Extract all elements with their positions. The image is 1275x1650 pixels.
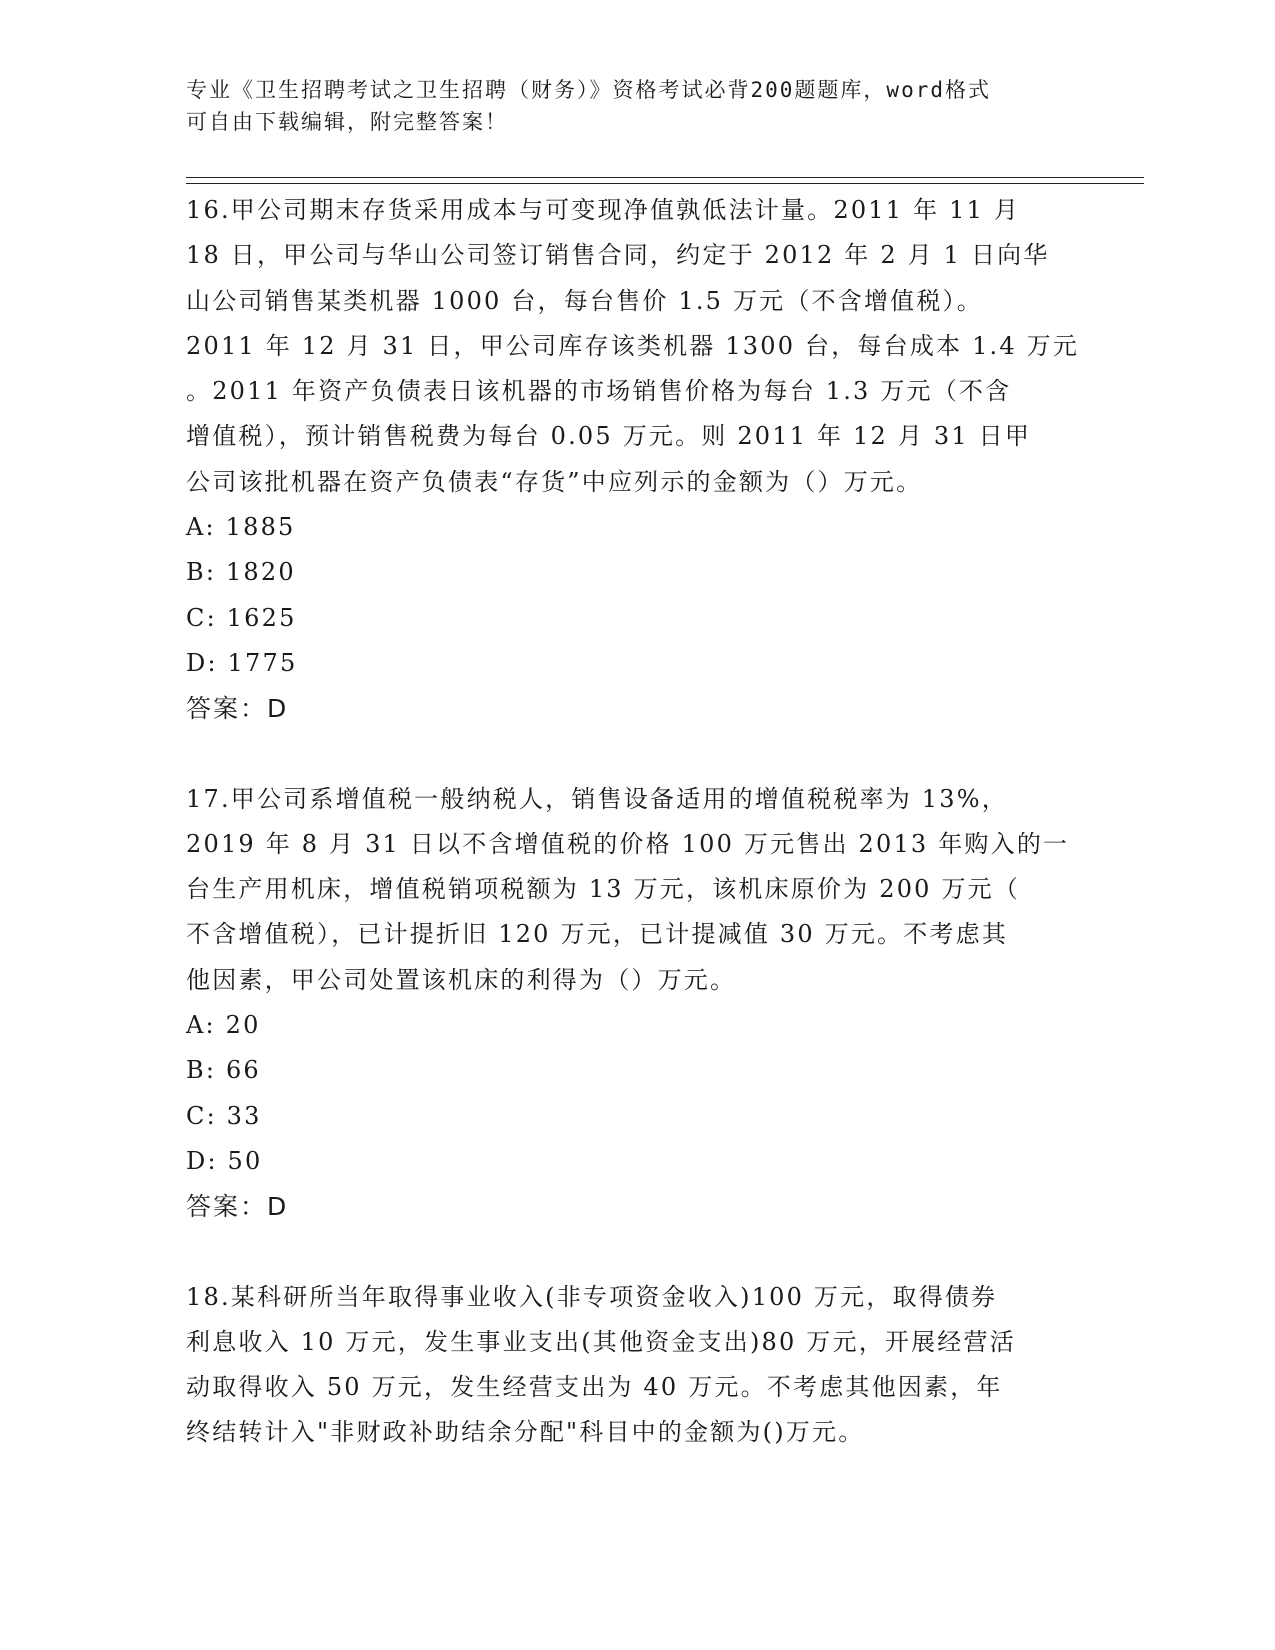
question-text-line: 公司该批机器在资产负债表“存货”中应列示的金额为（）万元。 <box>186 467 923 496</box>
question-text-line: 山公司销售某类机器 1000 台，每台售价 1.5 万元（不含增值税）。 <box>186 286 983 315</box>
question-text-line: 增值税），预计销售税费为每台 0.05 万元。则 2011 年 12 月 31 日甲 <box>186 422 1032 451</box>
option-a: A: 1885 <box>186 513 296 542</box>
question-text-line: 终结转计入"非财政补助结余分配"科目中的金额为()万元。 <box>186 1418 865 1447</box>
answer-label: 答案：D <box>186 1192 289 1222</box>
question-text-line: 16.甲公司期末存货采用成本与可变现净值孰低法计量。2011 年 11 月 <box>186 196 1021 224</box>
question-text-line: 。2011 年资产负债表日该机器的市场销售价格为每台 1.3 万元（不含 <box>186 377 1012 406</box>
question-18 <box>186 1275 1086 1456</box>
header-divider <box>186 183 1144 184</box>
option-d: D: 50 <box>186 1146 263 1175</box>
option-c: C: 1625 <box>186 603 297 632</box>
question-text-line: 利息收入 10 万元，发生事业支出(其他资金支出)80 万元，开展经营活 <box>186 1327 1016 1356</box>
document-header <box>186 74 1086 138</box>
question-text-line: 台生产用机床，增值税销项税额为 13 万元，该机床原价为 200 万元（ <box>186 875 1021 904</box>
question-16 <box>186 188 1086 732</box>
question-text-line: 2011 年 12 月 31 日，甲公司库存该类机器 1300 台，每台成本 1.4 万元 <box>186 331 1080 360</box>
header-line: 可自由下载编辑，附完整答案！ <box>186 110 508 134</box>
option-b: B: 66 <box>186 1056 261 1085</box>
header-line: 专业《卫生招聘考试之卫生招聘（财务）》资格考试必背200题题库，word格式 <box>186 78 991 102</box>
question-text-line: 17.甲公司系增值税一般纳税人，销售设备适用的增值税税率为 13%， <box>186 784 1008 813</box>
answer-label: 答案：D <box>186 694 289 724</box>
question-text-line: 不含增值税），已计提折旧 120 万元，已计提减值 30 万元。不考虑其 <box>186 920 1009 949</box>
question-text-line: 动取得收入 50 万元，发生经营支出为 40 万元。不考虑其他因素，年 <box>186 1373 1003 1402</box>
option-b: B: 1820 <box>186 558 296 587</box>
option-c: C: 33 <box>186 1101 262 1130</box>
question-text-line: 18 日，甲公司与华山公司签订销售合同，约定于 2012 年 2 月 1 日向华 <box>186 241 1050 270</box>
option-a: A: 20 <box>186 1011 261 1040</box>
header-divider <box>186 177 1144 178</box>
question-17 <box>186 777 1086 1230</box>
question-text-line: 他因素，甲公司处置该机床的利得为（）万元。 <box>186 965 737 994</box>
question-text-line: 18.某科研所当年取得事业收入(非专项资金收入)100 万元，取得债券 <box>186 1282 998 1311</box>
option-d: D: 1775 <box>186 648 298 677</box>
question-text-line: 2019 年 8 月 31 日以不含增值税的价格 100 万元售出 2013 年购入的一 <box>186 829 1070 858</box>
question-list <box>186 188 1086 1501</box>
